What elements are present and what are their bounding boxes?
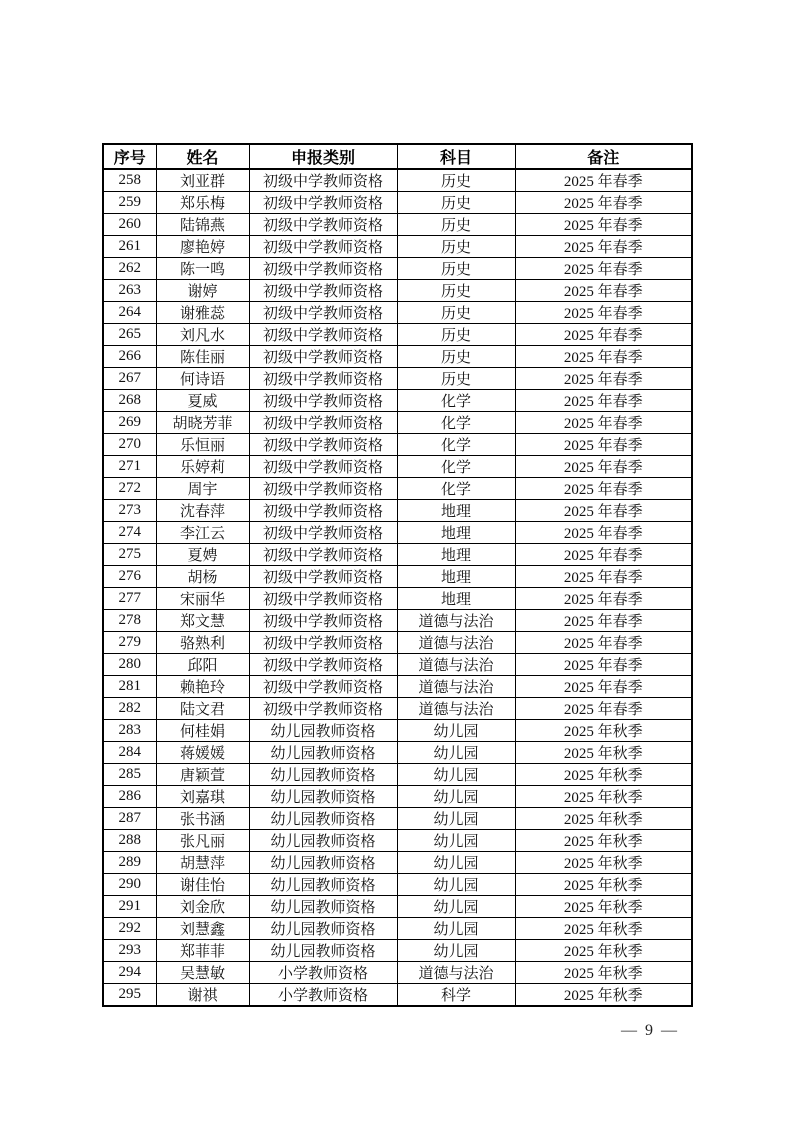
- cell-category: 初级中学教师资格: [249, 610, 397, 632]
- table-row: [103, 786, 692, 808]
- cell-remark: 2025 年春季: [515, 566, 692, 588]
- cell-index: 282: [103, 698, 156, 720]
- cell-subject: 化学: [397, 456, 515, 478]
- cell-subject: 地理: [397, 544, 515, 566]
- cell-subject: 幼儿园: [397, 786, 515, 808]
- cell-subject: 历史: [397, 192, 515, 214]
- table-row: [103, 742, 692, 764]
- table-row: [103, 720, 692, 742]
- cell-name: 张凡丽: [156, 830, 249, 852]
- cell-index: 291: [103, 896, 156, 918]
- cell-index: 293: [103, 940, 156, 962]
- cell-subject: 化学: [397, 478, 515, 500]
- table-row: [103, 676, 692, 698]
- cell-subject: 地理: [397, 522, 515, 544]
- cell-subject: 历史: [397, 258, 515, 280]
- cell-category: 幼儿园教师资格: [249, 830, 397, 852]
- cell-subject: 科学: [397, 984, 515, 1007]
- table-row: [103, 258, 692, 280]
- table-header-row: [103, 144, 692, 169]
- cell-subject: 历史: [397, 236, 515, 258]
- cell-remark: 2025 年春季: [515, 456, 692, 478]
- cell-remark: 2025 年秋季: [515, 830, 692, 852]
- cell-name: 郑菲菲: [156, 940, 249, 962]
- cell-subject: 幼儿园: [397, 918, 515, 940]
- header-remark: 备注: [515, 144, 692, 169]
- cell-name: 谢祺: [156, 984, 249, 1007]
- table-row: [103, 940, 692, 962]
- cell-index: 273: [103, 500, 156, 522]
- cell-remark: 2025 年春季: [515, 280, 692, 302]
- cell-index: 276: [103, 566, 156, 588]
- cell-subject: 幼儿园: [397, 940, 515, 962]
- cell-name: 骆熟利: [156, 632, 249, 654]
- table-row: [103, 434, 692, 456]
- cell-name: 沈春萍: [156, 500, 249, 522]
- cell-category: 小学教师资格: [249, 962, 397, 984]
- cell-index: 270: [103, 434, 156, 456]
- cell-index: 284: [103, 742, 156, 764]
- cell-index: 288: [103, 830, 156, 852]
- cell-remark: 2025 年春季: [515, 500, 692, 522]
- cell-remark: 2025 年秋季: [515, 896, 692, 918]
- cell-remark: 2025 年春季: [515, 169, 692, 192]
- table-body: [103, 169, 692, 1006]
- cell-index: 275: [103, 544, 156, 566]
- cell-subject: 道德与法治: [397, 698, 515, 720]
- header-category: 申报类别: [249, 144, 397, 169]
- cell-name: 夏威: [156, 390, 249, 412]
- table-row: [103, 852, 692, 874]
- cell-subject: 地理: [397, 500, 515, 522]
- cell-subject: 幼儿园: [397, 720, 515, 742]
- cell-category: 初级中学教师资格: [249, 390, 397, 412]
- table-row: [103, 566, 692, 588]
- cell-name: 唐颖萱: [156, 764, 249, 786]
- cell-name: 刘金欣: [156, 896, 249, 918]
- cell-name: 何诗语: [156, 368, 249, 390]
- cell-category: 初级中学教师资格: [249, 346, 397, 368]
- cell-name: 谢雅蕊: [156, 302, 249, 324]
- cell-index: 274: [103, 522, 156, 544]
- cell-name: 张书涵: [156, 808, 249, 830]
- page-number: — 9 —: [621, 1022, 679, 1039]
- cell-category: 幼儿园教师资格: [249, 874, 397, 896]
- cell-name: 胡慧萍: [156, 852, 249, 874]
- table-row: [103, 984, 692, 1007]
- cell-remark: 2025 年秋季: [515, 742, 692, 764]
- table-row: [103, 544, 692, 566]
- table-row: [103, 588, 692, 610]
- header-index: 序号: [103, 144, 156, 169]
- cell-subject: 幼儿园: [397, 852, 515, 874]
- cell-name: 郑文慧: [156, 610, 249, 632]
- cell-index: 279: [103, 632, 156, 654]
- cell-remark: 2025 年秋季: [515, 918, 692, 940]
- table-row: [103, 412, 692, 434]
- cell-index: 260: [103, 214, 156, 236]
- cell-subject: 历史: [397, 346, 515, 368]
- table-row: [103, 918, 692, 940]
- table-row: [103, 764, 692, 786]
- cell-category: 初级中学教师资格: [249, 412, 397, 434]
- cell-category: 初级中学教师资格: [249, 280, 397, 302]
- cell-subject: 幼儿园: [397, 764, 515, 786]
- cell-category: 初级中学教师资格: [249, 478, 397, 500]
- cell-subject: 道德与法治: [397, 676, 515, 698]
- cell-subject: 地理: [397, 588, 515, 610]
- cell-name: 李江云: [156, 522, 249, 544]
- cell-remark: 2025 年春季: [515, 302, 692, 324]
- table-row: [103, 280, 692, 302]
- cell-category: 初级中学教师资格: [249, 654, 397, 676]
- table-row: [103, 500, 692, 522]
- cell-category: 幼儿园教师资格: [249, 764, 397, 786]
- cell-index: 278: [103, 610, 156, 632]
- cell-category: 幼儿园教师资格: [249, 742, 397, 764]
- cell-index: 277: [103, 588, 156, 610]
- cell-index: 290: [103, 874, 156, 896]
- cell-name: 郑乐梅: [156, 192, 249, 214]
- cell-remark: 2025 年春季: [515, 324, 692, 346]
- cell-index: 258: [103, 169, 156, 192]
- cell-category: 幼儿园教师资格: [249, 896, 397, 918]
- cell-subject: 历史: [397, 214, 515, 236]
- cell-category: 幼儿园教师资格: [249, 940, 397, 962]
- cell-subject: 历史: [397, 169, 515, 192]
- cell-name: 廖艳婷: [156, 236, 249, 258]
- cell-subject: 幼儿园: [397, 830, 515, 852]
- cell-remark: 2025 年春季: [515, 368, 692, 390]
- cell-remark: 2025 年春季: [515, 544, 692, 566]
- cell-name: 陆文君: [156, 698, 249, 720]
- cell-index: 262: [103, 258, 156, 280]
- cell-index: 266: [103, 346, 156, 368]
- cell-subject: 道德与法治: [397, 654, 515, 676]
- table-row: [103, 302, 692, 324]
- table-row: [103, 390, 692, 412]
- cell-name: 乐婷莉: [156, 456, 249, 478]
- table-row: [103, 962, 692, 984]
- cell-remark: 2025 年春季: [515, 346, 692, 368]
- cell-category: 初级中学教师资格: [249, 324, 397, 346]
- table-header: [103, 144, 692, 169]
- cell-remark: 2025 年春季: [515, 412, 692, 434]
- cell-category: 初级中学教师资格: [249, 544, 397, 566]
- cell-remark: 2025 年春季: [515, 610, 692, 632]
- cell-index: 272: [103, 478, 156, 500]
- cell-category: 初级中学教师资格: [249, 566, 397, 588]
- cell-remark: 2025 年秋季: [515, 808, 692, 830]
- cell-subject: 幼儿园: [397, 874, 515, 896]
- cell-category: 小学教师资格: [249, 984, 397, 1007]
- table-row: [103, 368, 692, 390]
- cell-subject: 幼儿园: [397, 896, 515, 918]
- table-row: [103, 236, 692, 258]
- table-row: [103, 456, 692, 478]
- cell-category: 初级中学教师资格: [249, 500, 397, 522]
- cell-subject: 幼儿园: [397, 808, 515, 830]
- cell-remark: 2025 年春季: [515, 676, 692, 698]
- cell-category: 初级中学教师资格: [249, 588, 397, 610]
- cell-index: 261: [103, 236, 156, 258]
- cell-remark: 2025 年春季: [515, 192, 692, 214]
- cell-subject: 幼儿园: [397, 742, 515, 764]
- cell-name: 何桂娟: [156, 720, 249, 742]
- cell-category: 初级中学教师资格: [249, 632, 397, 654]
- cell-index: 292: [103, 918, 156, 940]
- cell-index: 263: [103, 280, 156, 302]
- cell-remark: 2025 年春季: [515, 214, 692, 236]
- applicants-table: [102, 143, 693, 1007]
- cell-name: 胡晓芳菲: [156, 412, 249, 434]
- table-row: [103, 830, 692, 852]
- table-row: [103, 874, 692, 896]
- table-row: [103, 346, 692, 368]
- cell-index: 259: [103, 192, 156, 214]
- cell-name: 刘嘉琪: [156, 786, 249, 808]
- cell-index: 289: [103, 852, 156, 874]
- cell-subject: 化学: [397, 390, 515, 412]
- cell-name: 刘亚群: [156, 169, 249, 192]
- cell-remark: 2025 年秋季: [515, 764, 692, 786]
- cell-remark: 2025 年春季: [515, 390, 692, 412]
- cell-index: 268: [103, 390, 156, 412]
- cell-name: 蒋媛媛: [156, 742, 249, 764]
- cell-subject: 道德与法治: [397, 632, 515, 654]
- cell-subject: 历史: [397, 280, 515, 302]
- table-row: [103, 808, 692, 830]
- table-row: [103, 324, 692, 346]
- cell-index: 280: [103, 654, 156, 676]
- cell-remark: 2025 年秋季: [515, 962, 692, 984]
- cell-subject: 历史: [397, 368, 515, 390]
- table-row: [103, 896, 692, 918]
- cell-index: 264: [103, 302, 156, 324]
- table-row: [103, 192, 692, 214]
- cell-subject: 化学: [397, 412, 515, 434]
- cell-name: 陆锦燕: [156, 214, 249, 236]
- cell-index: 269: [103, 412, 156, 434]
- cell-index: 286: [103, 786, 156, 808]
- cell-category: 初级中学教师资格: [249, 368, 397, 390]
- cell-subject: 化学: [397, 434, 515, 456]
- cell-index: 283: [103, 720, 156, 742]
- header-name: 姓名: [156, 144, 249, 169]
- table-row: [103, 698, 692, 720]
- cell-category: 幼儿园教师资格: [249, 918, 397, 940]
- cell-subject: 历史: [397, 302, 515, 324]
- cell-index: 265: [103, 324, 156, 346]
- cell-name: 赖艳玲: [156, 676, 249, 698]
- cell-name: 宋丽华: [156, 588, 249, 610]
- table-row: [103, 169, 692, 192]
- cell-category: 幼儿园教师资格: [249, 808, 397, 830]
- cell-category: 初级中学教师资格: [249, 434, 397, 456]
- cell-remark: 2025 年春季: [515, 654, 692, 676]
- cell-remark: 2025 年秋季: [515, 874, 692, 896]
- table-row: [103, 610, 692, 632]
- cell-remark: 2025 年春季: [515, 434, 692, 456]
- cell-category: 初级中学教师资格: [249, 522, 397, 544]
- cell-index: 287: [103, 808, 156, 830]
- cell-remark: 2025 年秋季: [515, 852, 692, 874]
- cell-category: 初级中学教师资格: [249, 236, 397, 258]
- cell-remark: 2025 年春季: [515, 588, 692, 610]
- cell-index: 285: [103, 764, 156, 786]
- cell-category: 初级中学教师资格: [249, 698, 397, 720]
- cell-index: 281: [103, 676, 156, 698]
- cell-subject: 地理: [397, 566, 515, 588]
- cell-remark: 2025 年春季: [515, 522, 692, 544]
- header-subject: 科目: [397, 144, 515, 169]
- cell-remark: 2025 年秋季: [515, 984, 692, 1007]
- cell-index: 295: [103, 984, 156, 1007]
- cell-index: 271: [103, 456, 156, 478]
- cell-name: 乐恒丽: [156, 434, 249, 456]
- cell-category: 幼儿园教师资格: [249, 720, 397, 742]
- cell-name: 刘凡水: [156, 324, 249, 346]
- table-row: [103, 478, 692, 500]
- cell-name: 吴慧敏: [156, 962, 249, 984]
- table-row: [103, 632, 692, 654]
- cell-category: 幼儿园教师资格: [249, 786, 397, 808]
- cell-subject: 道德与法治: [397, 962, 515, 984]
- cell-category: 幼儿园教师资格: [249, 852, 397, 874]
- cell-remark: 2025 年秋季: [515, 720, 692, 742]
- table-row: [103, 214, 692, 236]
- cell-remark: 2025 年春季: [515, 698, 692, 720]
- cell-category: 初级中学教师资格: [249, 258, 397, 280]
- cell-category: 初级中学教师资格: [249, 456, 397, 478]
- cell-remark: 2025 年秋季: [515, 786, 692, 808]
- cell-remark: 2025 年春季: [515, 258, 692, 280]
- cell-name: 谢婷: [156, 280, 249, 302]
- cell-remark: 2025 年春季: [515, 632, 692, 654]
- cell-remark: 2025 年春季: [515, 236, 692, 258]
- cell-category: 初级中学教师资格: [249, 214, 397, 236]
- cell-subject: 道德与法治: [397, 610, 515, 632]
- cell-category: 初级中学教师资格: [249, 169, 397, 192]
- cell-name: 刘慧鑫: [156, 918, 249, 940]
- cell-category: 初级中学教师资格: [249, 302, 397, 324]
- cell-name: 陈佳丽: [156, 346, 249, 368]
- cell-remark: 2025 年春季: [515, 478, 692, 500]
- cell-name: 邱阳: [156, 654, 249, 676]
- cell-name: 谢佳怡: [156, 874, 249, 896]
- cell-name: 夏娉: [156, 544, 249, 566]
- cell-remark: 2025 年秋季: [515, 940, 692, 962]
- cell-index: 294: [103, 962, 156, 984]
- cell-index: 267: [103, 368, 156, 390]
- table-row: [103, 522, 692, 544]
- table-row: [103, 654, 692, 676]
- cell-category: 初级中学教师资格: [249, 192, 397, 214]
- cell-category: 初级中学教师资格: [249, 676, 397, 698]
- cell-name: 周宇: [156, 478, 249, 500]
- cell-subject: 历史: [397, 324, 515, 346]
- cell-name: 胡杨: [156, 566, 249, 588]
- cell-name: 陈一鸣: [156, 258, 249, 280]
